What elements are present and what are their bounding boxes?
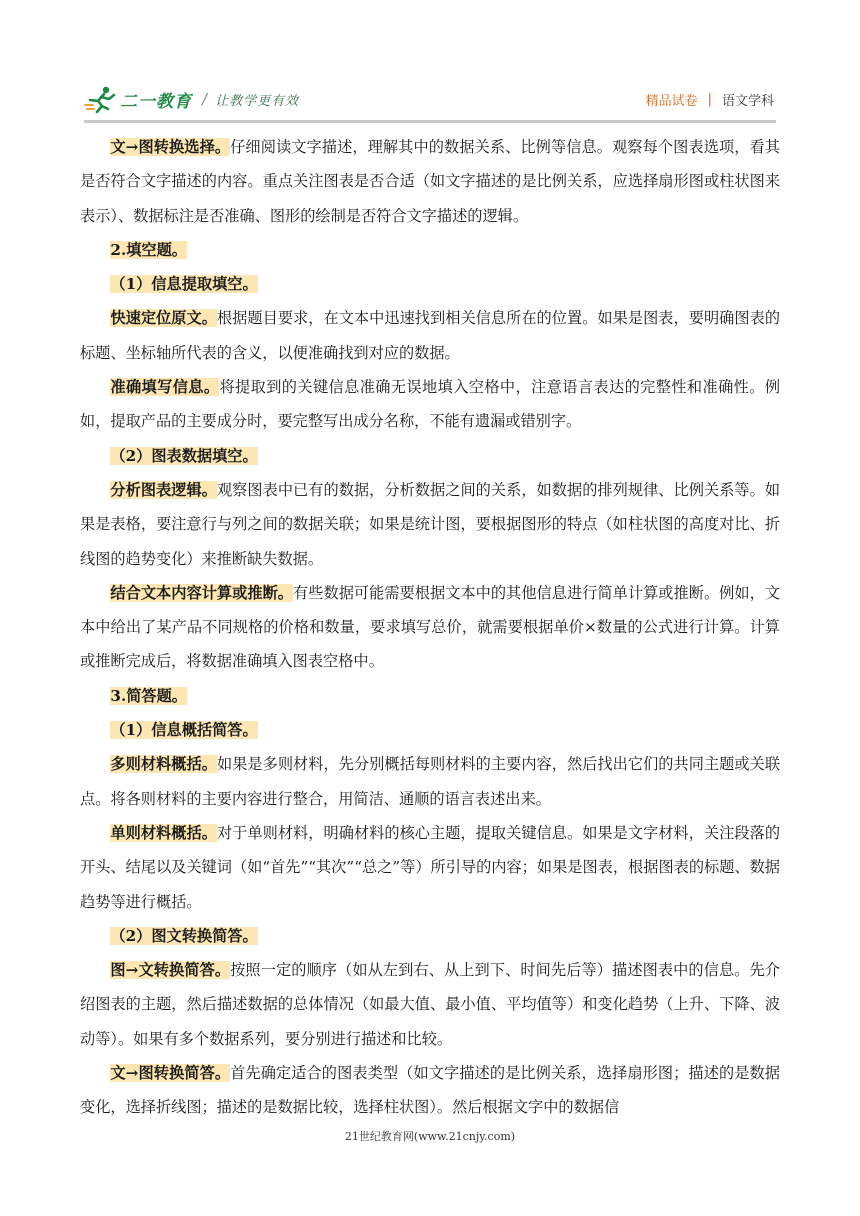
section-heading [80, 919, 780, 953]
highlighted-lead: 文→图转换选择。 [110, 138, 231, 156]
highlighted-lead: 多则材料概括。 [110, 755, 217, 774]
page-footer: 21世纪教育网(www.21cnjy.com) [344, 1130, 516, 1143]
header-tags [646, 90, 774, 109]
paragraph-text: 观察图表中已有的数据，分析数据之间的关系，如数据的排列规律、比例关系等。如果是表格，要注意行与列之间的数据关联；如果是统计图，要根据图形的特点（如柱状图的高度对比、折线图的趋势变化）来推断缺失数据。 [80, 480, 781, 568]
highlighted-lead: 文→图转换简答。 [110, 1064, 231, 1083]
paragraph [80, 370, 780, 439]
tag-quality-paper: 精品试卷 [645, 94, 698, 109]
paragraph-text: 对于单则材料，明确材料的核心主题，提取关键信息。如果是文字材料，关注段落的开头、结尾以及关键词（如“首先”“其次”“总之”等）所引导的内容；如果是图表，根据图表的标题、数据趋势等进行概括。 [80, 823, 781, 911]
paragraph [80, 747, 780, 816]
highlighted-lead: 准确填写信息。 [110, 378, 220, 397]
paragraph-text: 按照一定的顺序（如从左到右、从上到下、时间先后等）描述图表中的信息。先介绍图表的主题，然后描述数据的总体情况（如最大值、最小值、平均值等）和变化趋势（上升、下降、波动等）。如果有多个数据系列，要分别进行描述和比较。 [80, 961, 780, 1048]
paragraph-text: 根据题目要求，在文本中迅速找到相关信息所在的位置。如果是图表，要明确图表的标题、坐标轴所代表的含义，以便准确找到对应的数据。 [80, 309, 781, 362]
highlighted-lead: 图→文转换简答。 [110, 961, 231, 980]
paragraph [80, 473, 780, 576]
highlighted-lead: （1）信息提取填空。 [110, 275, 258, 294]
highlighted-lead: （2）图文转换简答。 [110, 926, 258, 945]
document-body [80, 130, 780, 1125]
highlighted-lead: （2）图表数据填空。 [110, 446, 258, 465]
tag-subject: 语文学科 [721, 94, 774, 109]
highlighted-lead: 分析图表逻辑。 [110, 480, 217, 499]
logo-slogan: 让教学更有效 [215, 93, 300, 109]
paragraph [80, 130, 780, 233]
paragraph [80, 301, 780, 370]
logo [84, 84, 299, 114]
paragraph-text: 仔细阅读文字描述，理解其中的数据关系、比例等信息。观察每个图表选项，看其是否符合文字描述的内容。重点关注图表是否合适（如文字描述的是比例关系，应选择扇形图或柱状图来表示）、数据标注是否准确、图形的绘制是否符合文字描述的逻辑。 [80, 138, 780, 225]
logo-text: 二一教育 [120, 91, 192, 112]
tag-separator: | [707, 92, 712, 107]
section-heading [80, 233, 780, 267]
paragraph [80, 1056, 780, 1125]
section-heading [80, 267, 780, 301]
section-heading [80, 439, 780, 473]
paragraph [80, 576, 780, 679]
logo-separator: / [202, 90, 208, 108]
paragraph-text: 将提取到的关键信息准确无误地填入空格中，注意语言表达的完整性和准确性。例如，提取产品的主要成分时，要完整写出成分名称，不能有遗漏或错别字。 [80, 378, 781, 431]
section-heading [80, 679, 780, 713]
highlighted-lead: 结合文本内容计算或推断。 [110, 583, 294, 602]
highlighted-lead: 单则材料概括。 [110, 823, 217, 842]
paragraph-text: 如果是多则材料，先分别概括每则材料的主要内容，然后找出它们的共同主题或关联点。将各则材料的主要内容进行整合，用简洁、通顺的语言表述出来。 [80, 755, 781, 808]
runner-logo-icon [84, 85, 118, 113]
section-heading [80, 713, 780, 747]
paragraph [80, 816, 780, 919]
paragraph-text: 首先确定适合的图表类型（如文字描述的是比例关系，选择扇形图；描述的是数据变化，选择折线图；描述的是数据比较，选择柱状图）。然后根据文字中的数据信 [80, 1064, 780, 1117]
header-divider [84, 120, 776, 123]
page-header [84, 84, 774, 116]
highlighted-lead: （1）信息概括简答。 [110, 721, 258, 740]
highlighted-lead: 3.简答题。 [110, 686, 187, 705]
paragraph-text: 有些数据可能需要根据文本中的其他信息进行简单计算或推断。例如，文本中给出了某产品不同规格的价格和数量，要求填写总价，就需要根据单价×数量的公式进行计算。计算或推断完成后，将数据准确填入图表空格中。 [80, 583, 781, 671]
highlighted-lead: 2.填空题。 [110, 240, 187, 259]
paragraph [80, 953, 780, 1056]
highlighted-lead: 快速定位原文。 [110, 309, 217, 328]
